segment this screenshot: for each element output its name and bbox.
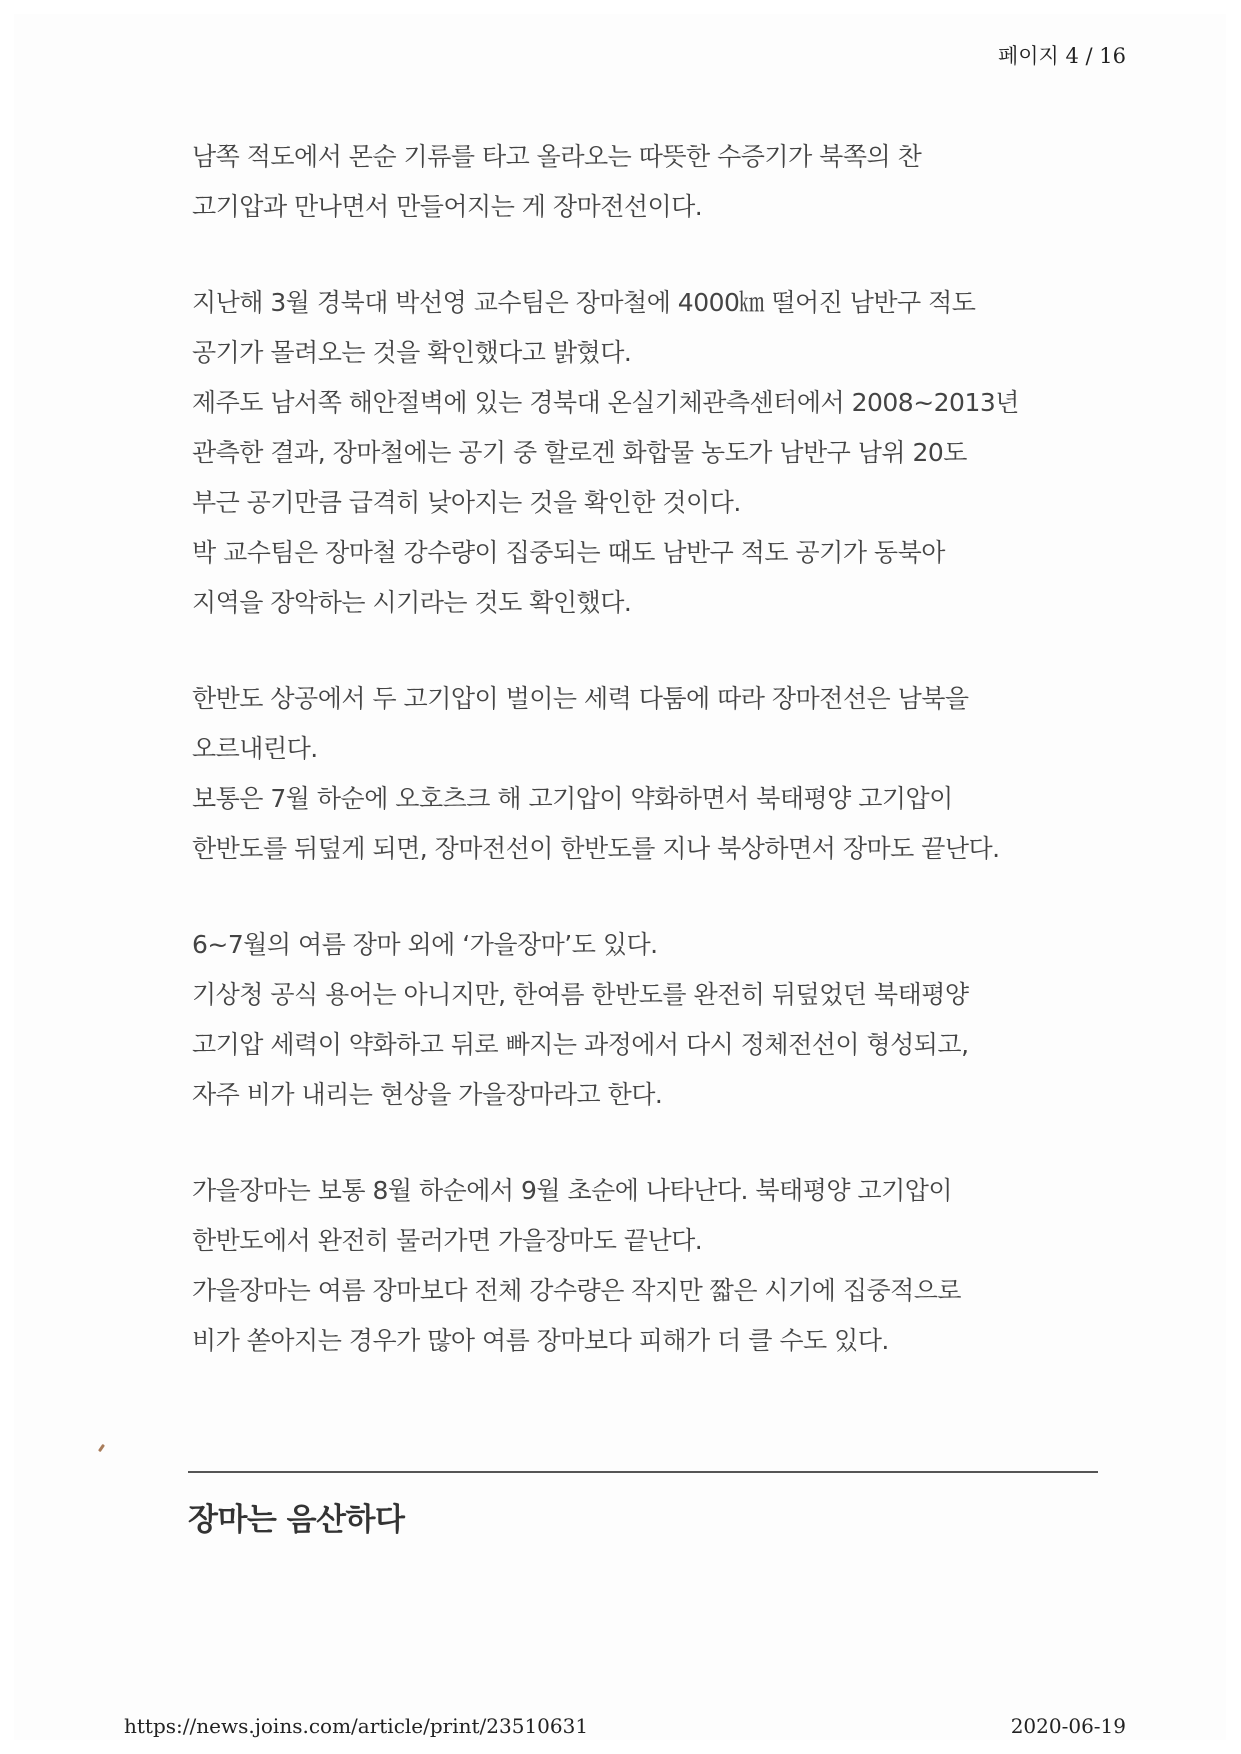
text-line: 제주도 남서쪽 해안절벽에 있는 경북대 온실기체관측센터에서 2008~2013년 — [192, 388, 1019, 417]
section-divider — [188, 1471, 1098, 1473]
text-line: 한반도를 뒤덮게 되면, 장마전선이 한반도를 지나 북상하면서 장마도 끝난다. — [192, 834, 1000, 863]
text-line: 비가 쏟아지는 경우가 많아 여름 장마보다 피해가 더 클 수도 있다. — [192, 1326, 889, 1355]
text-line: 한반도에서 완전히 물러가면 가을장마도 끝난다. — [192, 1226, 703, 1255]
page-number: 페이지 4 / 16 — [997, 44, 1126, 68]
text-line: 고기압 세력이 약화하고 뒤로 빠지는 과정에서 다시 정체전선이 형성되고, — [192, 1030, 969, 1059]
paragraph — [192, 674, 1122, 874]
text-line: 가을장마는 여름 장마보다 전체 강수량은 작지만 짧은 시기에 집중적으로 — [192, 1276, 962, 1305]
text-line: 관측한 결과, 장마철에는 공기 중 할로겐 화합물 농도가 남반구 남위 20도 — [192, 438, 967, 467]
scan-speck — [98, 1444, 105, 1452]
section-title: 장마는 음산하다 — [188, 1502, 405, 1538]
footer-url: https://news.joins.com/article/print/23510631 — [124, 1714, 589, 1738]
paragraph — [192, 132, 1122, 232]
footer-date: 2020-06-19 — [1010, 1714, 1126, 1738]
scanned-page — [14, 14, 1226, 1740]
text-line: 부근 공기만큼 급격히 낮아지는 것을 확인한 것이다. — [192, 488, 741, 517]
paragraph — [192, 278, 1122, 628]
text-line: 고기압과 만나면서 만들어지는 게 장마전선이다. — [192, 192, 703, 221]
text-line: 공기가 몰려오는 것을 확인했다고 밝혔다. — [192, 338, 632, 367]
text-line: 기상청 공식 용어는 아니지만, 한여름 한반도를 완전히 뒤덮었던 북태평양 — [192, 980, 969, 1009]
text-line: 한반도 상공에서 두 고기압이 벌이는 세력 다툼에 따라 장마전선은 남북을 — [192, 684, 969, 713]
text-line: 지역을 장악하는 시기라는 것도 확인했다. — [192, 588, 632, 617]
text-line: 6~7월의 여름 장마 외에 ‘가을장마’도 있다. — [192, 930, 658, 959]
paragraph — [192, 1166, 1122, 1366]
text-line: 남쪽 적도에서 몬순 기류를 타고 올라오는 따뜻한 수증기가 북쪽의 찬 — [192, 142, 922, 171]
paragraph — [192, 920, 1122, 1120]
article-body — [192, 132, 1122, 1412]
text-line: 보통은 7월 하순에 오호츠크 해 고기압이 약화하면서 북태평양 고기압이 — [192, 784, 953, 813]
text-line: 지난해 3월 경북대 박선영 교수팀은 장마철에 4000㎞ 떨어진 남반구 적도 — [192, 288, 976, 317]
text-line: 자주 비가 내리는 현상을 가을장마라고 한다. — [192, 1080, 663, 1109]
text-line: 가을장마는 보통 8월 하순에서 9월 초순에 나타난다. 북태평양 고기압이 — [192, 1176, 953, 1205]
text-line: 박 교수팀은 장마철 강수량이 집중되는 때도 남반구 적도 공기가 동북아 — [192, 538, 945, 567]
text-line: 오르내린다. — [192, 734, 318, 763]
